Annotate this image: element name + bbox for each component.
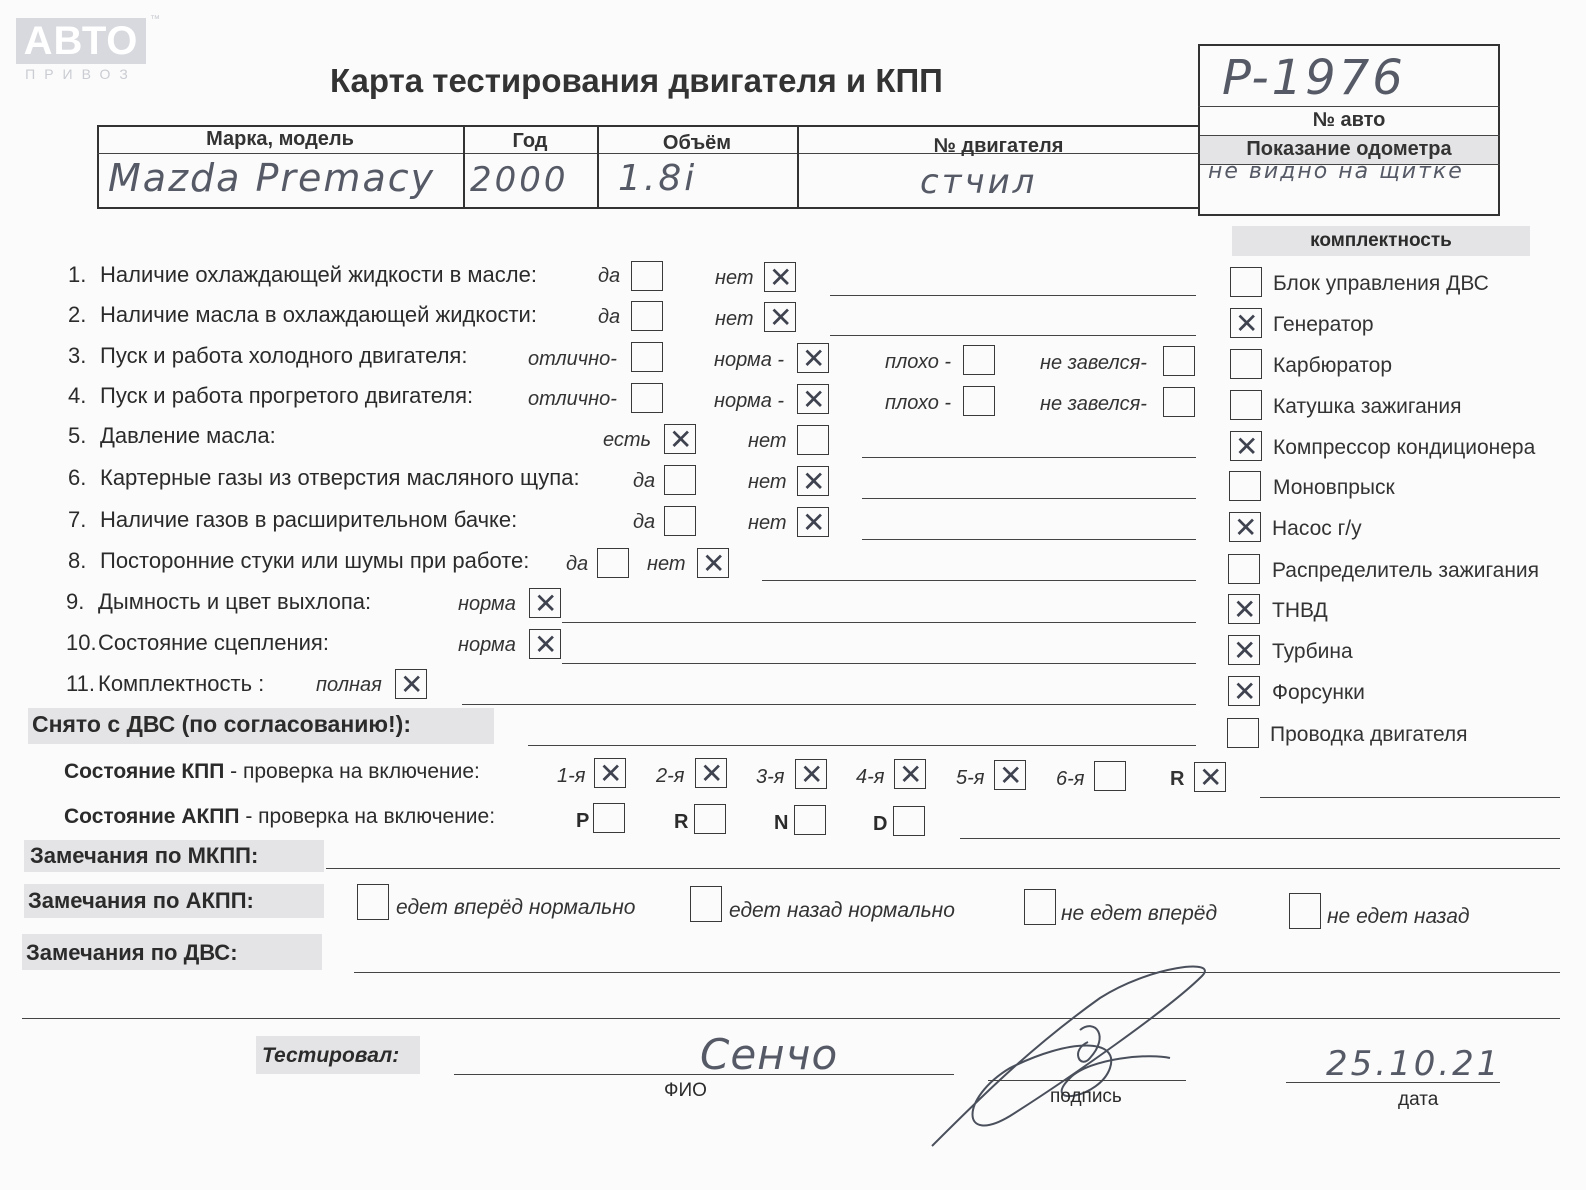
question-2-note-line [830, 335, 1196, 336]
akpp-forward-ok-label: едет вперёд нормально [396, 896, 636, 919]
kpp-gear-r-checkbox[interactable] [1194, 762, 1226, 792]
kpp-gear-5-label: 5-я [956, 767, 985, 789]
kpp-gear-1-label: 1-я [557, 765, 586, 787]
question-2-yes-label: да [598, 306, 621, 328]
akpp-mode-r-label: R [674, 811, 689, 833]
question-3-text: Пуск и работа холодного двигателя: [100, 343, 468, 368]
year-label: Год [512, 130, 548, 152]
question-2-number: 2. [68, 302, 87, 327]
akpp-mode-p-checkbox[interactable] [593, 803, 625, 833]
kpp-gear-2-checkbox[interactable] [695, 758, 727, 788]
question-4-normal-checkbox[interactable] [797, 384, 829, 414]
question-3-normal-label: норма - [714, 349, 785, 371]
kpp-gear-3-checkbox[interactable] [795, 759, 827, 789]
question-5-note-line [862, 457, 1196, 458]
question-10-normal-label: норма [458, 634, 516, 656]
question-9-text: Дымность и цвет выхлопа: [98, 589, 372, 614]
question-8-number: 8. [68, 548, 87, 573]
question-10-normal-checkbox[interactable] [529, 629, 561, 659]
question-7-no-checkbox[interactable] [797, 507, 829, 537]
question-11-number: 11. [66, 671, 95, 696]
removed-from-engine-label: Снято с ДВС (по согласованию!): [32, 711, 411, 737]
odometer-divider-top [1198, 135, 1500, 136]
kpp-gear-6-label: 6-я [1056, 768, 1085, 790]
question-4-bad-label: плохо - [885, 392, 952, 414]
trademark-mark: ™ [150, 14, 160, 25]
date-line [1286, 1082, 1500, 1083]
question-8-yes-checkbox[interactable] [597, 548, 629, 578]
completeness-checkbox-carburetor[interactable] [1230, 349, 1262, 379]
kpp-label-rest: - проверка на включение: [224, 760, 480, 783]
document-title: Карта тестирования двигателя и КПП [330, 62, 943, 99]
completeness-label-engine-wiring: Проводка двигателя [1270, 723, 1468, 746]
question-7-number: 7. [68, 507, 87, 532]
akpp-mode-n-checkbox[interactable] [794, 805, 826, 835]
akpp-no-reverse-label: не едет назад [1327, 905, 1470, 928]
completeness-label-ignition-coil: Катушка зажигания [1273, 395, 1462, 418]
kpp-label-bold: Состояние КПП [64, 760, 225, 783]
remarks-dvs-label: Замечания по ДВС: [26, 940, 238, 965]
question-1-note-line [830, 295, 1196, 296]
question-3-bad-checkbox[interactable] [963, 345, 995, 375]
year-value[interactable]: 2000 [470, 160, 569, 200]
removed-note-line [528, 745, 1196, 746]
completeness-label-ecu: Блок управления ДВС [1273, 272, 1489, 295]
question-11-text: Комплектность : [98, 671, 265, 696]
question-4-excellent-label: отлично- [528, 388, 617, 410]
question-4-no-start-label: не завелся- [1040, 393, 1147, 415]
kpp-gear-1-checkbox[interactable] [594, 758, 626, 788]
signature-image [920, 958, 1220, 1148]
question-8-no-checkbox[interactable] [697, 548, 729, 578]
tester-name-value[interactable]: Сенчо [700, 1030, 839, 1079]
completeness-label-injection-pump: ТНВД [1272, 599, 1328, 622]
akpp-mode-n-label: N [774, 812, 789, 834]
completeness-label-injectors: Форсунки [1272, 681, 1365, 704]
question-9-normal-label: норма [458, 593, 516, 615]
akpp-reverse-ok-label: едет назад нормально [729, 899, 955, 922]
question-6-yes-label: да [633, 470, 656, 492]
kpp-gear-6-checkbox[interactable] [1094, 761, 1126, 791]
question-6-yes-checkbox[interactable] [664, 465, 696, 495]
engine-number-value[interactable]: стчил [920, 162, 1038, 202]
completeness-checkbox-ac-compressor[interactable] [1230, 431, 1262, 461]
question-7-text: Наличие газов в расширительном бачке: [100, 507, 518, 532]
kpp-gear-5-checkbox[interactable] [994, 760, 1026, 790]
question-8-no-label: нет [647, 553, 686, 575]
question-5-no-checkbox[interactable] [797, 425, 829, 455]
question-10-note-line [562, 663, 1196, 664]
question-3-no-start-label: не завелся- [1040, 352, 1147, 374]
completeness-checkbox-distributor[interactable] [1228, 554, 1260, 584]
completeness-checkbox-monoinjection[interactable] [1229, 471, 1261, 501]
completeness-label-ac-compressor: Компрессор кондиционера [1273, 436, 1536, 459]
question-7-yes-label: да [633, 511, 656, 533]
akpp-mode-d-checkbox[interactable] [893, 806, 925, 836]
kpp-label [64, 760, 480, 784]
question-5-text: Давление масла: [100, 423, 276, 448]
question-2-no-checkbox[interactable] [764, 302, 796, 332]
akpp-no-reverse-checkbox[interactable] [1289, 893, 1321, 929]
akpp-label-rest: - проверка на включение: [239, 805, 496, 828]
kpp-gear-r-label: R [1170, 768, 1185, 790]
question-4-text: Пуск и работа прогретого двигателя: [100, 383, 474, 408]
question-6-no-label: нет [748, 471, 787, 493]
question-1-no-label: нет [715, 267, 754, 289]
question-1-yes-checkbox[interactable] [631, 261, 663, 291]
question-6-note-line [862, 498, 1196, 499]
akpp-label-bold: Состояние АКПП [64, 805, 240, 828]
brand-logo: АВТО [16, 18, 146, 64]
completeness-label-turbine: Турбина [1272, 640, 1353, 663]
date-label: дата [1398, 1089, 1439, 1110]
completeness-label-power-steering-pump: Насос г/у [1272, 517, 1362, 540]
question-1-no-checkbox[interactable] [764, 262, 796, 292]
volume-label: Объём [662, 132, 732, 154]
kpp-gear-4-label: 4-я [856, 766, 885, 788]
remarks-dvs-line-2 [22, 1018, 1560, 1019]
question-5-no-label: нет [748, 430, 787, 452]
question-4-number: 4. [68, 383, 87, 408]
question-6-text: Картерные газы из отверстия масляного щупа: [100, 465, 580, 490]
completeness-checkbox-power-steering-pump[interactable] [1229, 512, 1261, 542]
completeness-label-carburetor: Карбюратор [1273, 354, 1393, 377]
akpp-forward-ok-checkbox[interactable] [357, 884, 389, 920]
brand-logo-subtitle: ПРИВОЗ [25, 66, 137, 82]
question-3-bad-label: плохо - [885, 351, 952, 373]
akpp-mode-r-checkbox[interactable] [694, 804, 726, 834]
completeness-label-monoinjection: Моновпрыск [1273, 476, 1395, 499]
question-3-normal-checkbox[interactable] [797, 343, 829, 373]
question-9-number: 9. [66, 589, 85, 614]
question-11-full-label: полная [316, 674, 382, 696]
question-6-number: 6. [68, 465, 87, 490]
question-2-no-label: нет [715, 308, 754, 330]
question-10-text: Состояние сцепления: [98, 630, 329, 655]
question-3-number: 3. [68, 343, 87, 368]
question-3-excellent-label: отлично- [528, 348, 617, 370]
question-8-note-line [762, 580, 1196, 581]
car-number-divider [1198, 106, 1500, 107]
question-3-excellent-checkbox[interactable] [631, 342, 663, 372]
odometer-label: Показание одометра [1246, 138, 1452, 160]
kpp-gear-4-checkbox[interactable] [894, 759, 926, 789]
signature-label: подпись [1050, 1086, 1122, 1107]
engine-number-label: № двигателя [933, 135, 1064, 157]
akpp-no-forward-checkbox[interactable] [1024, 889, 1056, 925]
date-value[interactable]: 25.10.21 [1326, 1044, 1502, 1084]
question-9-note-line [562, 622, 1196, 623]
question-8-text: Посторонние стуки или шумы при работе: [100, 548, 530, 573]
remarks-mkpp-line [326, 868, 1560, 869]
question-6-no-checkbox[interactable] [797, 466, 829, 496]
tested-by-label: Тестировал: [262, 1044, 400, 1067]
odometer-value[interactable]: не видно на щитке [1208, 159, 1464, 184]
completeness-checkbox-injectors[interactable] [1228, 676, 1260, 706]
signature-line [988, 1080, 1186, 1081]
question-4-excellent-checkbox[interactable] [631, 383, 663, 413]
question-8-yes-label: да [566, 553, 589, 575]
akpp-no-forward-label: не едет вперёд [1061, 902, 1218, 925]
question-5-number: 5. [68, 423, 87, 448]
question-4-normal-label: норма - [714, 390, 785, 412]
question-11-note-line [462, 704, 1196, 705]
question-4-bad-checkbox[interactable] [963, 386, 995, 416]
question-5-yes-label: есть [603, 429, 652, 451]
question-10-number: 10. [66, 630, 97, 655]
akpp-reverse-ok-checkbox[interactable] [690, 886, 722, 922]
question-3-no-start-checkbox[interactable] [1163, 346, 1195, 376]
akpp-mode-d-label: D [873, 813, 888, 835]
make-model-value[interactable]: Mazda Premacy [108, 156, 436, 200]
question-1-text: Наличие охлаждающей жидкости в масле: [100, 262, 537, 287]
question-1-number: 1. [68, 262, 87, 287]
completeness-checkbox-injection-pump[interactable] [1228, 594, 1260, 624]
completeness-checkbox-ecu[interactable] [1230, 267, 1262, 297]
question-11-full-checkbox[interactable] [395, 669, 427, 699]
question-2-yes-checkbox[interactable] [631, 301, 663, 331]
fio-label: ФИО [664, 1080, 707, 1101]
akpp-label [64, 805, 495, 829]
question-9-normal-checkbox[interactable] [529, 588, 561, 618]
question-7-note-line [862, 539, 1196, 540]
question-2-text: Наличие масла в охлаждающей жидкости: [100, 302, 537, 327]
completeness-checkbox-engine-wiring[interactable] [1227, 718, 1259, 748]
completeness-checkbox-turbine[interactable] [1228, 635, 1260, 665]
car-number-label: № авто [1312, 109, 1386, 131]
volume-value[interactable]: 1.8i [618, 158, 698, 199]
question-5-yes-checkbox[interactable] [664, 424, 696, 454]
kpp-gear-3-label: 3-я [756, 766, 785, 788]
completeness-checkbox-generator[interactable] [1230, 308, 1262, 338]
completeness-label-generator: Генератор [1273, 313, 1374, 336]
fio-line [454, 1074, 954, 1075]
question-7-no-label: нет [748, 512, 787, 534]
question-4-no-start-checkbox[interactable] [1163, 387, 1195, 417]
kpp-note-line [1260, 797, 1560, 798]
remarks-mkpp-label: Замечания по МКПП: [30, 843, 259, 868]
kpp-gear-2-label: 2-я [656, 765, 685, 787]
question-7-yes-checkbox[interactable] [664, 506, 696, 536]
question-1-yes-label: да [598, 265, 621, 287]
car-number-value[interactable]: P-1976 [1222, 50, 1406, 106]
remarks-akpp-label: Замечания по АКПП: [28, 888, 254, 913]
completeness-label-distributor: Распределитель зажигания [1272, 559, 1540, 582]
completeness-checkbox-ignition-coil[interactable] [1230, 390, 1262, 420]
completeness-title: комплектность [1310, 230, 1452, 251]
akpp-note-line [960, 838, 1560, 839]
akpp-mode-p-label: P [576, 810, 590, 832]
make-model-label: Марка, модель [206, 128, 354, 150]
